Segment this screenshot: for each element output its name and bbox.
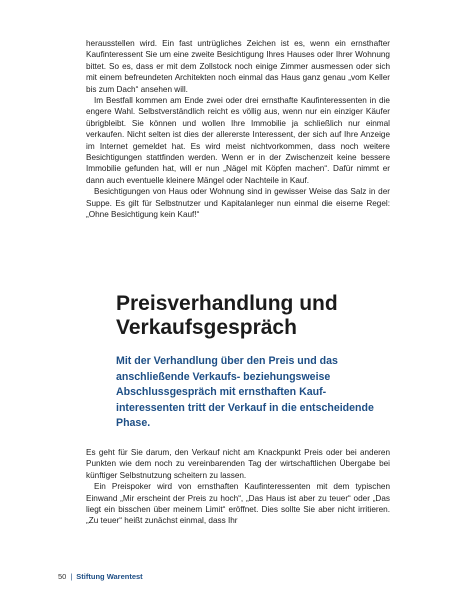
footer-separator: | [70, 572, 73, 581]
paragraph: Es geht für Sie darum, den Verkauf nicht am Knackpunkt Preis oder bei anderen Punkten wie dem noch zu vereinbarenden Tag der wirtschaftlichen Übergabe bei künftiger Selbstnutzung scheitern zu lassen. [86, 448, 390, 480]
section-heading-line-2: Verkaufsgespräch [116, 316, 297, 339]
body-text-bottom [86, 447, 390, 527]
paragraph: herausstellen wird. Ein fast untrügliches Zeichen ist es, wenn ein ernsthafter Kaufinteressent Sie um eine zweite Besichtigung Ihres Hauses oder Ihrer Wohnung bittet. So es, dass er mit dem Zollstock noch einige Zimmer ausmessen oder sich mit einem befreundeten Architekten noch einmal das Haus ganz genau „vom Keller bis zum Dach“ ansehen will. [86, 39, 390, 94]
paragraph: Im Bestfall kommen am Ende zwei oder drei ernsthafte Kaufinteressenten in die engere Wahl. Selbstverständlich reicht es völlig aus, wenn nur ein einziger Käufer übrigbleibt. Sie können und wollen Ihre Immobilie ja schließlich nur einmal verkaufen. Nicht selten ist dies der allererste Interessent, der sich auf Ihre Anzeige im Internet gemeldet hat. Es wird meist nichtvorkommen, dass noch weitere Besichtigungen stattfinden werden. Wenn er in der Zwischenzeit keine bessere Immobilie gefunden hat, will er nun „Nägel mit Köpfen machen“. Dafür nimmt er dann auch eventuelle kleinere Mängel oder Nachteile in Kauf. [86, 96, 390, 185]
section-heading [116, 292, 406, 340]
section-heading-line-1: Preisverhandlung und [116, 292, 338, 315]
publisher-name: Stiftung Warentest [76, 572, 143, 581]
page-number: 50 [58, 572, 67, 581]
body-text-top [86, 38, 390, 221]
lead-paragraph: Mit der Verhandlung über den Preis und das anschließende Verkaufs- beziehungsweise Abschlussgespräch mit ernsthaften Kaufinteressenten tritt der Verkauf in die entscheidende Phase. [116, 355, 374, 429]
page-footer [58, 572, 143, 581]
paragraph: Ein Preispoker wird von ernsthaften Kaufinteressenten mit dem typischen Einwand „Mir erscheint der Preis zu hoch“, „Das Haus ist aber zu teuer“ oder „Das liegt ein bisschen über meinem Limit“ eröffnet. Dies sollte Sie aber nicht irritieren. „Zu teuer“ heißt zunächst einmal, dass Ihr [86, 482, 390, 526]
paragraph: Besichtigungen von Haus oder Wohnung sind in gewisser Weise das Salz in der Suppe. Es gilt für Selbstnutzer und Kapitalanleger nun einmal die eiserne Regel: „Ohne Besichtigung kein Kauf!“ [86, 187, 390, 220]
